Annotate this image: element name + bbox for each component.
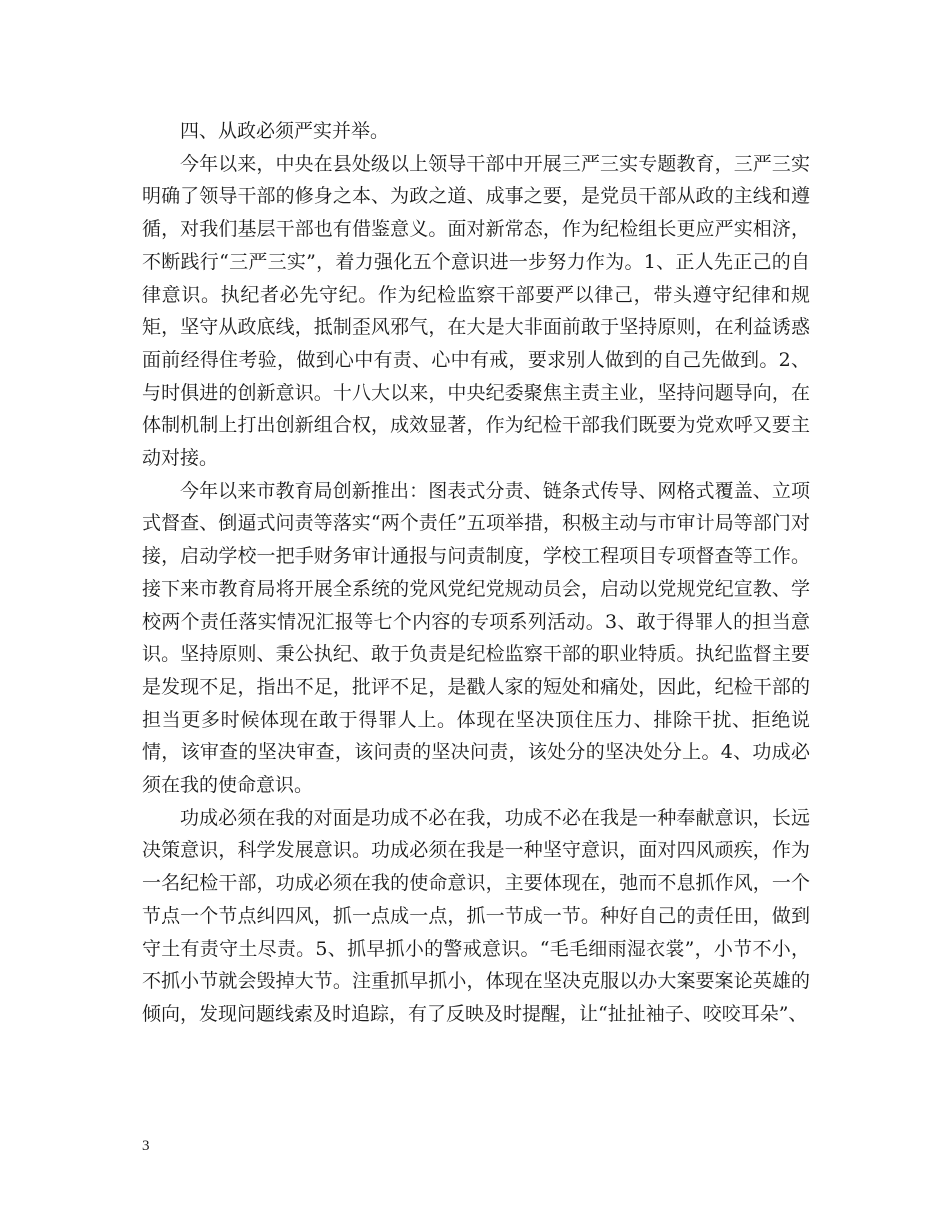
body-paragraph: 功成必须在我的对面是功成不必在我，功成不必在我是一种奉献意识，长远决策意识，科学发展意识。功成必须在我是一种坚守意识，面对四风顽疾，作为一名纪检干部，功成必须在我的使命意识，主要体现在，弛而不息抓作风，一个节点一个节点纠四风，抓一点成一点，抓一节成一节。种好自己的责任田，做到守土有责守土尽责。5、抓早抓小的警戒意识。“毛毛细雨湿衣裳”，小节不小，不抓小节就会毁掉大节。注重抓早抓小，体现在坚决克服以办大案要案论英雄的倾向，发现问题线索及时追踪，有了反映及时提醒，让“扯扯袖子、咬咬耳朵”、: [142, 806, 810, 1025]
section-heading: 四、从政必须严实并举。: [180, 120, 390, 142]
body-paragraph: 今年以来市教育局创新推出：图表式分责、链条式传导、网格式覆盖、立项式督查、倒逼式问责等落实“两个责任”五项举措，积极主动与市审计局等部门对接，启动学校一把手财务审计通报与问责制度，学校工程项目专项督查等工作。接下来市教育局将开展全系统的党风党纪党规动员会，启动以党规党纪宣教、学校两个责任落实情况汇报等七个内容的专项系列活动。3、敢于得罪人的担当意识。坚持原则、秉公执纪、敢于负责是纪检监察干部的职业特质。执纪监督主要是发现不足，指出不足，批评不足，是戳人家的短处和痛处，因此，纪检干部的担当更多时候体现在敢于得罪人上。体现在坚决顶住压力、排除干扰、拒绝说情，该审查的坚决审查，该问责的坚决问责，该处分的坚决处分上。4、功成必须在我的使命意识。: [142, 479, 810, 797]
document-body: [142, 115, 810, 1031]
page-number: 3: [142, 1138, 150, 1154]
body-paragraph: 今年以来，中央在县处级以上领导干部中开展三严三实专题教育，三严三实明确了领导干部的修身之本、为政之道、成事之要，是党员干部从政的主线和遵循，对我们基层干部也有借鉴意义。面对新常态，作为纪检组长更应严实相济，不断践行“三严三实”，着力强化五个意识进一步努力作为。1、正人先正己的自律意识。执纪者必先守纪。作为纪检监察干部要严以律己，带头遵守纪律和规矩，坚守从政底线，抵制歪风邪气，在大是大非面前敢于坚持原则，在利益诱惑面前经得住考验，做到心中有责、心中有戒，要求别人做到的自己先做到。2、与时俱进的创新意识。十八大以来，中央纪委聚焦主责主业，坚持问题导向，在体制机制上打出创新组合权，成效显著，作为纪检干部我们既要为党欢呼又要主动对接。: [142, 152, 810, 470]
